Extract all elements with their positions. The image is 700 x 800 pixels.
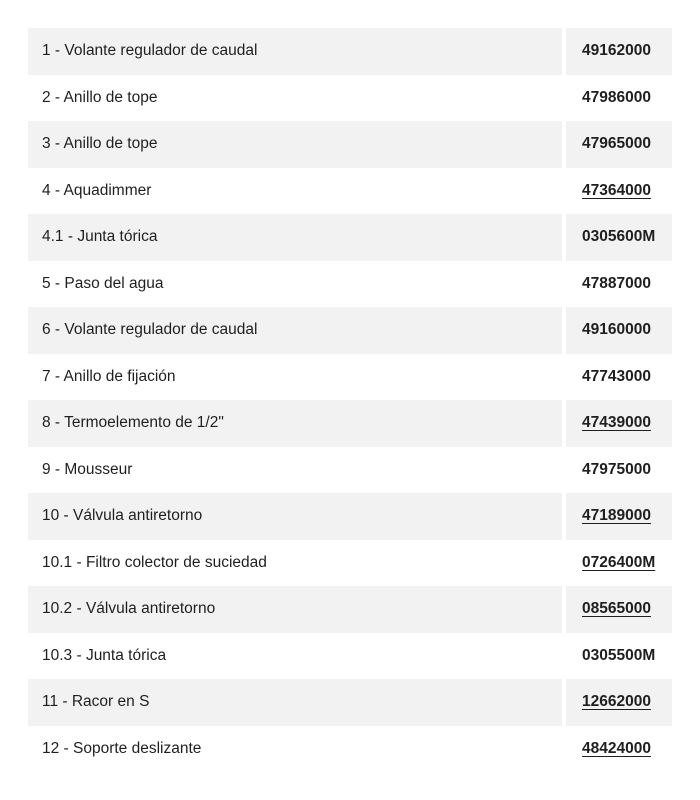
part-code-link[interactable]: 12662000 xyxy=(582,693,651,711)
part-code-cell xyxy=(566,261,672,308)
part-code-cell xyxy=(566,633,672,680)
table-row xyxy=(28,633,672,680)
table-row xyxy=(28,679,672,726)
part-code: 49160000 xyxy=(582,321,651,339)
part-code: 0305600M xyxy=(582,228,656,246)
part-code: 47887000 xyxy=(582,274,651,292)
part-code: 47975000 xyxy=(582,460,651,478)
table-row xyxy=(28,586,672,633)
table-row xyxy=(28,447,672,494)
table-row xyxy=(28,75,672,122)
part-code-cell xyxy=(566,447,672,494)
part-name: 11 - Racor en S xyxy=(28,679,562,726)
part-name: 4 - Aquadimmer xyxy=(42,181,152,199)
part-name: 2 - Anillo de tope xyxy=(42,88,158,106)
part-name: 9 - Mousseur xyxy=(42,460,133,478)
part-name: 5 - Paso del agua xyxy=(42,274,164,292)
part-code-link[interactable]: 47364000 xyxy=(582,181,651,199)
table-row xyxy=(28,214,672,261)
part-name: 12 - Soporte deslizante xyxy=(42,739,202,757)
part-name: 10.3 - Junta tórica xyxy=(42,646,167,664)
part-code-link[interactable]: 47189000 xyxy=(582,507,651,525)
part-name: 4.1 - Junta tórica xyxy=(28,214,562,261)
part-name: 1 - Volante regulador de caudal xyxy=(28,28,562,75)
part-name: 6 - Volante regulador de caudal xyxy=(28,307,562,354)
part-code-cell xyxy=(566,586,672,633)
part-code: 47743000 xyxy=(582,367,651,385)
part-code: 47965000 xyxy=(582,135,651,153)
part-name: 10 - Válvula antiretorno xyxy=(28,493,562,540)
part-code-cell xyxy=(566,400,672,447)
part-code-cell xyxy=(566,679,672,726)
part-name: 8 - Termoelemento de 1/2" xyxy=(28,400,562,447)
table-row xyxy=(28,493,672,540)
table-row xyxy=(28,307,672,354)
part-code-cell xyxy=(566,75,672,122)
table-row xyxy=(28,261,672,308)
part-code-link[interactable]: 08565000 xyxy=(582,600,651,618)
table-row xyxy=(28,400,672,447)
part-code-cell xyxy=(566,540,672,587)
table-row xyxy=(28,354,672,401)
part-code-cell xyxy=(566,28,672,75)
part-code-cell xyxy=(566,214,672,261)
part-code-cell xyxy=(566,354,672,401)
part-code-cell xyxy=(566,726,672,773)
part-code: 0305500M xyxy=(582,646,656,664)
part-code-link[interactable]: 48424000 xyxy=(582,739,651,757)
table-row xyxy=(28,168,672,215)
part-code: 49162000 xyxy=(582,42,651,60)
part-name: 10.1 - Filtro colector de suciedad xyxy=(42,553,267,571)
table-row xyxy=(28,726,672,773)
part-code-link[interactable]: 0726400M xyxy=(582,553,656,571)
part-code-cell xyxy=(566,168,672,215)
spare-parts-table xyxy=(28,28,672,772)
table-row xyxy=(28,28,672,75)
part-name: 3 - Anillo de tope xyxy=(28,121,562,168)
table-row xyxy=(28,540,672,587)
table-row xyxy=(28,121,672,168)
part-code-cell xyxy=(566,121,672,168)
part-name: 10.2 - Válvula antiretorno xyxy=(28,586,562,633)
part-name: 7 - Anillo de fijación xyxy=(42,367,176,385)
part-code-cell xyxy=(566,493,672,540)
part-code-cell xyxy=(566,307,672,354)
part-code: 47986000 xyxy=(582,88,651,106)
part-code-link[interactable]: 47439000 xyxy=(582,414,651,432)
